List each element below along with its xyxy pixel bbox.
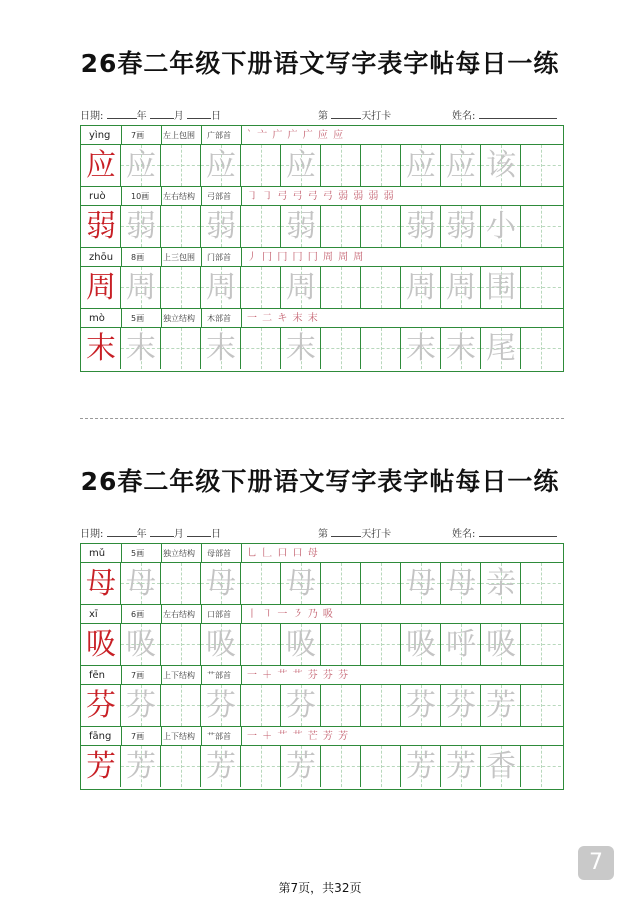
pinyin: mò	[89, 313, 105, 324]
writing-box[interactable]	[281, 267, 321, 308]
writing-box[interactable]	[201, 267, 241, 308]
pinyin: xī	[89, 609, 98, 620]
trace-character: 应	[286, 148, 316, 183]
writing-box[interactable]	[161, 746, 201, 787]
stroke-count: 7画	[131, 732, 145, 741]
writing-box[interactable]	[121, 746, 161, 787]
writing-box[interactable]	[201, 563, 241, 604]
writing-box[interactable]	[121, 206, 161, 247]
structure: 左右结构	[163, 192, 195, 201]
pinyin: zhōu	[89, 252, 114, 263]
stroke-order: ㇆ ㇆ 弓 弓 弓 弓 弱 弱 弱 弱	[247, 191, 395, 202]
writing-box[interactable]	[201, 145, 241, 186]
writing-box[interactable]	[321, 563, 361, 604]
stroke-order: 乚 𠃊 口 口 母	[247, 548, 319, 559]
writing-box[interactable]	[161, 685, 201, 726]
pinyin: ruò	[89, 191, 106, 202]
char-info-row	[81, 126, 563, 145]
writing-box[interactable]	[441, 685, 481, 726]
writing-box[interactable]	[121, 624, 161, 665]
char-practice-row	[81, 563, 563, 605]
checkin-field[interactable]	[318, 525, 391, 540]
trace-character: 弱	[406, 209, 436, 244]
writing-box[interactable]	[201, 685, 241, 726]
pinyin: yìng	[89, 130, 111, 141]
char-practice-row	[81, 685, 563, 727]
char-info-row	[81, 666, 563, 685]
stroke-order: 丨 ㇕ 一 ㇋ 乃 吸	[247, 609, 334, 620]
stroke-count: 8画	[131, 253, 145, 262]
trace-character: 吸	[406, 627, 436, 662]
stroke-count: 5画	[131, 314, 145, 323]
year-label: 年	[136, 111, 147, 122]
writing-box[interactable]	[481, 206, 521, 247]
structure: 左右结构	[163, 610, 195, 619]
pinyin: fēn	[89, 670, 106, 681]
stroke-count: 10画	[131, 192, 150, 201]
word-character: 母	[446, 566, 476, 601]
writing-box[interactable]	[401, 145, 441, 186]
structure: 左上包围	[163, 131, 195, 140]
trace-character: 芳	[206, 749, 236, 784]
writing-box[interactable]	[241, 746, 281, 787]
writing-box[interactable]	[161, 206, 201, 247]
writing-box[interactable]	[401, 563, 441, 604]
writing-box[interactable]	[161, 145, 201, 186]
writing-box[interactable]	[241, 206, 281, 247]
trace-character: 母	[206, 566, 236, 601]
stroke-order: 一 ＋ 艹 艹 芒 芳 芳	[247, 731, 350, 742]
writing-box[interactable]	[281, 624, 321, 665]
writing-box[interactable]	[281, 328, 321, 369]
char-info-row	[81, 544, 563, 563]
writing-box[interactable]	[281, 746, 321, 787]
char-practice-row	[81, 746, 563, 788]
writing-box[interactable]	[521, 685, 561, 726]
writing-box[interactable]	[401, 267, 441, 308]
name-label: 姓名:	[452, 529, 476, 540]
model-character: 周	[86, 270, 116, 305]
model-character: 芬	[86, 688, 116, 723]
name-field[interactable]	[452, 525, 557, 540]
trace-character: 周	[206, 270, 236, 305]
writing-box[interactable]	[241, 624, 281, 665]
writing-box[interactable]	[121, 685, 161, 726]
writing-box[interactable]	[161, 624, 201, 665]
word-character: 该	[486, 148, 516, 183]
month-label: 月	[173, 111, 184, 122]
writing-box[interactable]	[241, 685, 281, 726]
writing-box[interactable]	[241, 267, 281, 308]
writing-box[interactable]	[441, 145, 481, 186]
char-info-row	[81, 248, 563, 267]
writing-box[interactable]	[241, 328, 281, 369]
writing-box[interactable]	[321, 746, 361, 787]
writing-box[interactable]	[361, 145, 401, 186]
char-practice-row	[81, 328, 563, 370]
day-label: 日	[210, 111, 221, 122]
writing-box[interactable]	[281, 563, 321, 604]
writing-box[interactable]	[441, 746, 481, 787]
radical: 门部首	[207, 253, 231, 262]
writing-box[interactable]	[401, 624, 441, 665]
writing-box[interactable]	[121, 267, 161, 308]
writing-box[interactable]	[361, 685, 401, 726]
writing-box[interactable]	[441, 206, 481, 247]
worksheet-title: 26春二年级下册语文写字表字帖每日一练	[80, 49, 560, 78]
writing-box[interactable]	[201, 624, 241, 665]
writing-box[interactable]	[361, 746, 401, 787]
word-character: 芳	[486, 688, 516, 723]
section-divider	[80, 418, 564, 419]
structure: 独立结构	[163, 314, 195, 323]
word-character: 尾	[486, 331, 516, 366]
practice-grid	[80, 543, 564, 790]
writing-box[interactable]	[321, 685, 361, 726]
day-label: 日	[210, 529, 221, 540]
radical: 木部首	[207, 314, 231, 323]
writing-box[interactable]	[481, 685, 521, 726]
writing-box[interactable]	[441, 267, 481, 308]
pinyin: mǔ	[89, 548, 106, 559]
radical: 广部首	[207, 131, 231, 140]
trace-character: 芬	[286, 688, 316, 723]
writing-box[interactable]	[521, 624, 561, 665]
model-character: 芳	[86, 749, 116, 784]
writing-box[interactable]	[361, 206, 401, 247]
name-field[interactable]	[452, 107, 557, 122]
date-field[interactable]	[80, 525, 221, 540]
stroke-count: 5画	[131, 549, 145, 558]
writing-box[interactable]	[401, 685, 441, 726]
year-label: 年	[136, 529, 147, 540]
stroke-order: ` 亠 广 广 广 应 应	[247, 130, 345, 141]
model-character: 母	[86, 566, 116, 601]
trace-character: 芳	[286, 749, 316, 784]
word-character: 香	[486, 749, 516, 784]
structure: 上三包围	[163, 253, 195, 262]
page-indicator: 第7页，共32页	[278, 881, 362, 895]
writing-box[interactable]	[361, 624, 401, 665]
writing-box[interactable]	[241, 145, 281, 186]
writing-box[interactable]	[361, 267, 401, 308]
writing-box[interactable]	[401, 206, 441, 247]
writing-box[interactable]	[121, 563, 161, 604]
char-info-row	[81, 605, 563, 624]
trace-character: 周	[126, 270, 156, 305]
trace-character: 末	[286, 331, 316, 366]
month-label: 月	[173, 529, 184, 540]
word-character: 末	[446, 331, 476, 366]
day-number-label: 第	[318, 111, 328, 122]
word-character: 芳	[446, 749, 476, 784]
day-number-label: 第	[318, 529, 328, 540]
writing-box[interactable]	[481, 328, 521, 369]
stroke-count: 7画	[131, 131, 145, 140]
writing-box[interactable]	[481, 563, 521, 604]
trace-character: 吸	[286, 627, 316, 662]
radical: 口部首	[207, 610, 231, 619]
writing-box[interactable]	[521, 267, 561, 308]
stroke-order: 一 ＋ 艹 艹 芬 芬 芬	[247, 670, 350, 681]
char-info-row	[81, 187, 563, 206]
radical: 弓部首	[207, 192, 231, 201]
writing-box[interactable]	[321, 624, 361, 665]
writing-box[interactable]	[401, 746, 441, 787]
writing-box[interactable]	[81, 267, 121, 308]
writing-box[interactable]	[201, 206, 241, 247]
trace-character: 弱	[206, 209, 236, 244]
stroke-order: 一 二 キ 末 末	[247, 313, 319, 324]
trace-character: 芳	[126, 749, 156, 784]
writing-box[interactable]	[161, 563, 201, 604]
writing-box[interactable]	[321, 145, 361, 186]
date-label: 日期:	[80, 111, 104, 122]
word-character: 呼	[446, 627, 476, 662]
writing-box[interactable]	[321, 267, 361, 308]
writing-box[interactable]	[521, 328, 561, 369]
checkin-field[interactable]	[318, 107, 391, 122]
writing-box[interactable]	[521, 145, 561, 186]
trace-character: 应	[126, 148, 156, 183]
char-practice-row	[81, 624, 563, 666]
writing-box[interactable]	[521, 563, 561, 604]
radical: 艹部首	[207, 671, 231, 680]
trace-character: 芬	[406, 688, 436, 723]
writing-box[interactable]	[81, 328, 121, 369]
word-character: 小	[486, 209, 516, 244]
trace-character: 应	[206, 148, 236, 183]
trace-character: 吸	[206, 627, 236, 662]
writing-box[interactable]	[161, 267, 201, 308]
writing-box[interactable]	[81, 685, 121, 726]
writing-box[interactable]	[321, 328, 361, 369]
writing-box[interactable]	[361, 328, 401, 369]
trace-character: 末	[206, 331, 236, 366]
word-character: 亲	[486, 566, 516, 601]
model-character: 吸	[86, 627, 116, 662]
radical: 艹部首	[207, 732, 231, 741]
writing-box[interactable]	[81, 206, 121, 247]
writing-box[interactable]	[281, 145, 321, 186]
writing-box[interactable]	[81, 145, 121, 186]
word-character: 吸	[486, 627, 516, 662]
trace-character: 母	[126, 566, 156, 601]
stroke-order: 丿 冂 冂 冂 冂 周 周 周	[247, 252, 365, 263]
word-character: 应	[446, 148, 476, 183]
stroke-count: 6画	[131, 610, 145, 619]
writing-box[interactable]	[241, 563, 281, 604]
name-label: 姓名:	[452, 111, 476, 122]
model-character: 应	[86, 148, 116, 183]
char-info-row	[81, 727, 563, 746]
trace-character: 弱	[126, 209, 156, 244]
date-label: 日期:	[80, 529, 104, 540]
word-character: 弱	[446, 209, 476, 244]
trace-character: 末	[406, 331, 436, 366]
word-character: 芬	[446, 688, 476, 723]
trace-character: 周	[286, 270, 316, 305]
word-character: 周	[446, 270, 476, 305]
radical: 母部首	[207, 549, 231, 558]
trace-character: 芳	[406, 749, 436, 784]
checkin-label: 天打卡	[361, 529, 392, 540]
pinyin: fāng	[89, 731, 112, 742]
writing-box[interactable]	[281, 685, 321, 726]
trace-character: 吸	[126, 627, 156, 662]
writing-box[interactable]	[201, 746, 241, 787]
writing-box[interactable]	[481, 624, 521, 665]
trace-character: 应	[406, 148, 436, 183]
writing-box[interactable]	[201, 328, 241, 369]
checkin-label: 天打卡	[361, 111, 392, 122]
stroke-count: 7画	[131, 671, 145, 680]
writing-box[interactable]	[121, 145, 161, 186]
writing-box[interactable]	[441, 563, 481, 604]
trace-character: 弱	[286, 209, 316, 244]
trace-character: 末	[126, 331, 156, 366]
model-character: 末	[86, 331, 116, 366]
date-field[interactable]	[80, 107, 221, 122]
trace-character: 母	[286, 566, 316, 601]
model-character: 弱	[86, 209, 116, 244]
worksheet-title: 26春二年级下册语文写字表字帖每日一练	[80, 467, 560, 496]
writing-box[interactable]	[161, 328, 201, 369]
writing-box[interactable]	[321, 206, 361, 247]
writing-box[interactable]	[361, 563, 401, 604]
writing-box[interactable]	[521, 206, 561, 247]
word-character: 围	[486, 270, 516, 305]
writing-box[interactable]	[81, 746, 121, 787]
trace-character: 芬	[206, 688, 236, 723]
structure: 上下结构	[163, 732, 195, 741]
char-practice-row	[81, 145, 563, 187]
trace-character: 芬	[126, 688, 156, 723]
page-number-badge[interactable]: 7	[578, 846, 614, 880]
trace-character: 母	[406, 566, 436, 601]
trace-character: 周	[406, 270, 436, 305]
structure: 上下结构	[163, 671, 195, 680]
writing-box[interactable]	[81, 624, 121, 665]
char-info-row	[81, 309, 563, 328]
writing-box[interactable]	[441, 328, 481, 369]
writing-box[interactable]	[481, 145, 521, 186]
writing-box[interactable]	[281, 206, 321, 247]
structure: 独立结构	[163, 549, 195, 558]
writing-box[interactable]	[121, 328, 161, 369]
writing-box[interactable]	[401, 328, 441, 369]
char-practice-row	[81, 206, 563, 248]
writing-box[interactable]	[81, 563, 121, 604]
writing-box[interactable]	[441, 624, 481, 665]
writing-box[interactable]	[521, 746, 561, 787]
writing-box[interactable]	[481, 746, 521, 787]
writing-box[interactable]	[481, 267, 521, 308]
practice-grid	[80, 125, 564, 372]
char-practice-row	[81, 267, 563, 309]
